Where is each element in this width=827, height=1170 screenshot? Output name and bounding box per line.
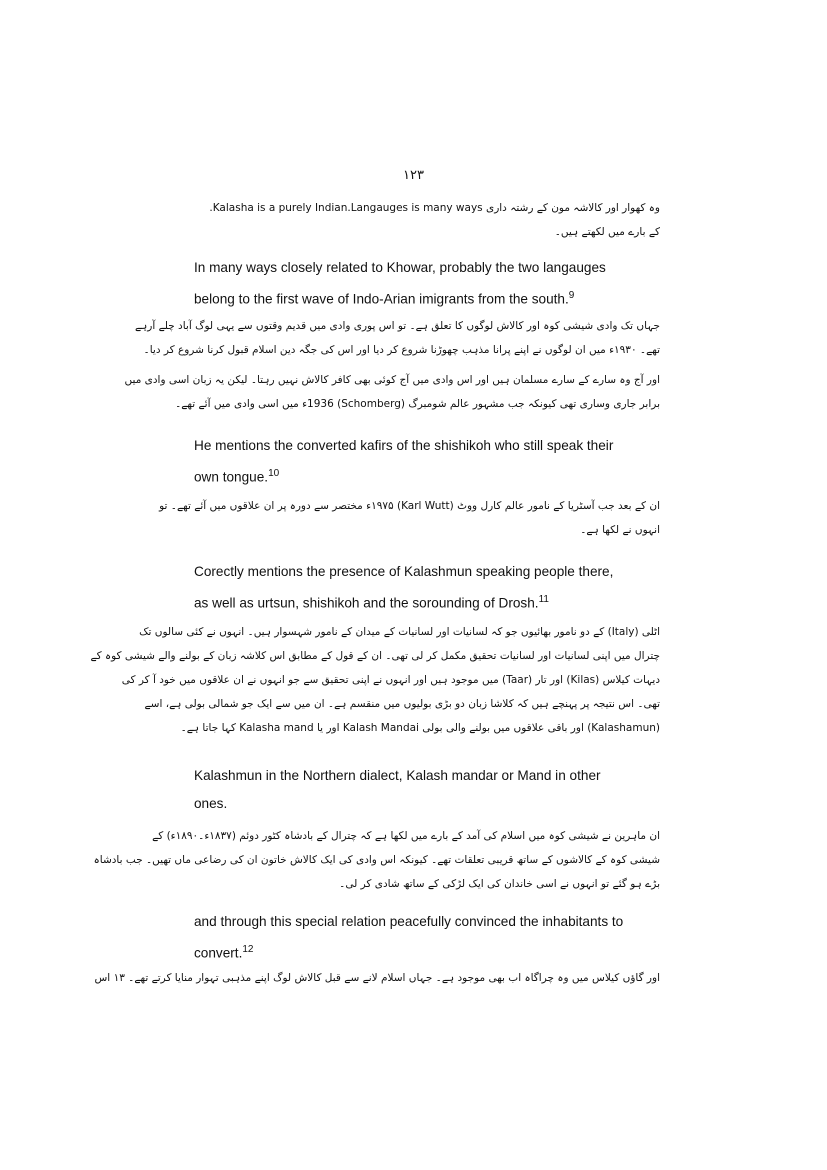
text-line: انہوں نے لکھا ہے۔ bbox=[580, 524, 660, 536]
text-line: جہاں تک وادی شیشی کوہ اور کالاش لوگوں کا تعلق ہے۔ تو اس پوری وادی میں قدیم وقتوں سے یہی لوگ آباد چلے آرہے bbox=[134, 320, 660, 332]
text-line: as well as urtsun, shishikoh and the sorounding of Drosh. bbox=[194, 595, 539, 611]
text-line: convert. bbox=[194, 945, 243, 961]
text-line: برابر جاری وساری تھی کیونکہ جب مشہور عالم شومبرگ (Schomberg) 1936ء میں اسی وادی میں آئے تھے۔ bbox=[175, 398, 660, 410]
text-line: دیہات کیلاس (Kilas) اور تار (Taar) میں موجود ہیں اور انہوں نے اپنی تحقیق سے جو انہوں نے ان علاقوں میں خود آ کر کی bbox=[121, 674, 660, 686]
text-line: Corectly mentions the presence of Kalashmun speaking people there, bbox=[194, 564, 614, 579]
footnote-marker: 9 bbox=[568, 290, 575, 301]
urdu-paragraph bbox=[93, 824, 660, 896]
urdu-paragraph bbox=[134, 314, 660, 362]
text-line: and through this special relation peacefully convinced the inhabitants to bbox=[194, 914, 624, 929]
text-line: اور آج وہ سارے کے سارے مسلمان ہیں اور اس وادی میں آج کوئی بھی کافر کالاش نہیں رہتا۔ لیکن یہ زبان اسی وادی میں bbox=[124, 374, 660, 386]
english-quote bbox=[194, 558, 634, 618]
text-line: چترال میں اپنی لسانیات اور لسانیات تحقیق مکمل کر لی تھی۔ ان کے قول کے مطابق اس کلاشہ زبان کے بولنے والے شیشی کوہ کے bbox=[90, 650, 660, 662]
text-line: بڑے ہو گئے تو انہوں نے اسی خاندان کی ایک لڑکی کے ساتھ شادی کر لی۔ bbox=[339, 878, 660, 890]
urdu-paragraph bbox=[160, 196, 660, 244]
text-line: وہ کھوار اور کالاشہ مون کے رشتہ داری Kalasha is a purely Indian.Langauges is many ways. bbox=[209, 202, 660, 214]
urdu-paragraph bbox=[90, 620, 660, 740]
text-line: ان ماہرین نے شیشی کوہ میں اسلام کی آمد کے بارے میں لکھا ہے کہ چترال کے بادشاہ کٹور دوئم (۱۸۳۷ء۔۱۸۹۰ء) کے bbox=[152, 830, 660, 842]
footnote-marker: 12 bbox=[242, 944, 254, 955]
text-line: In many ways closely related to Khowar, probably the two langauges bbox=[194, 260, 606, 275]
text-line: کے بارے میں لکھتے ہیں۔ bbox=[554, 226, 660, 238]
urdu-paragraph bbox=[160, 494, 660, 542]
english-quote bbox=[194, 254, 634, 314]
urdu-paragraph bbox=[124, 368, 660, 416]
footnote-marker: 11 bbox=[538, 594, 549, 605]
english-quote bbox=[194, 432, 634, 492]
text-line: شیشی کوہ کے کالاشوں کے ساتھ قریبی تعلقات تھے۔ کیونکہ اس وادی کی ایک کالاش خاتون ان کی رضاعی ماں تھیں۔ جب بادشاہ bbox=[93, 854, 660, 866]
urdu-paragraph bbox=[94, 966, 660, 990]
page-number: ۱۲۳ bbox=[403, 168, 424, 183]
text-line: Kalashmun in the Northern dialect, Kalash mandar or Mand in other bbox=[194, 768, 601, 783]
text-line: He mentions the converted kafirs of the shishikoh who still speak their bbox=[194, 438, 614, 453]
text-line: تھی۔ اس نتیجہ پر پہنچے ہیں کہ کلاشا زبان دو بڑی بولیوں میں منقسم ہے۔ ان میں سے ایک جو شمالی بولی ہے، اسے bbox=[144, 698, 660, 710]
text-line: own tongue. bbox=[194, 469, 269, 485]
text-line: تھے۔ ۱۹۳۰ء میں ان لوگوں نے اپنے پرانا مذہب چھوڑنا شروع کر دیا اور اس کی جگہ دین اسلام قبول کرنا شروع کر دیا۔ bbox=[143, 344, 660, 356]
text-line: اٹلی (Italy) کے دو نامور بھائیوں جو کہ لسانیات اور لسانیات کے میدان کے نامور شہسوار ہیں۔ انہوں نے کئی سالوں تک bbox=[139, 626, 660, 638]
footnote-marker: 10 bbox=[268, 468, 280, 479]
english-quote bbox=[194, 908, 634, 968]
text-line: (Kalashamun) اور باقی علاقوں میں بولنے والی بولی Kalash Mandai اور یا Kalasha mand کہا جاتا ہے۔ bbox=[180, 722, 660, 734]
text-line: اور گاؤں کیلاس میں وہ چراگاہ اب بھی موجود ہے۔ جہاں اسلام لانے سے قبل کالاش لوگ اپنے مذہبی تہوار منایا کرتے تھے۔ ۱۳ اس bbox=[94, 972, 660, 984]
english-quote bbox=[194, 762, 634, 818]
text-line: ان کے بعد جب آسٹریا کے نامور عالم کارل ووٹ (Karl Wutt) ۱۹۷۵ء مختصر سے دورہ پر ان علاقوں میں آئے تھے۔ تو bbox=[159, 500, 660, 512]
text-line: ones. bbox=[194, 796, 228, 811]
text-line: belong to the first wave of Indo-Arian imigrants from the south. bbox=[194, 291, 569, 307]
